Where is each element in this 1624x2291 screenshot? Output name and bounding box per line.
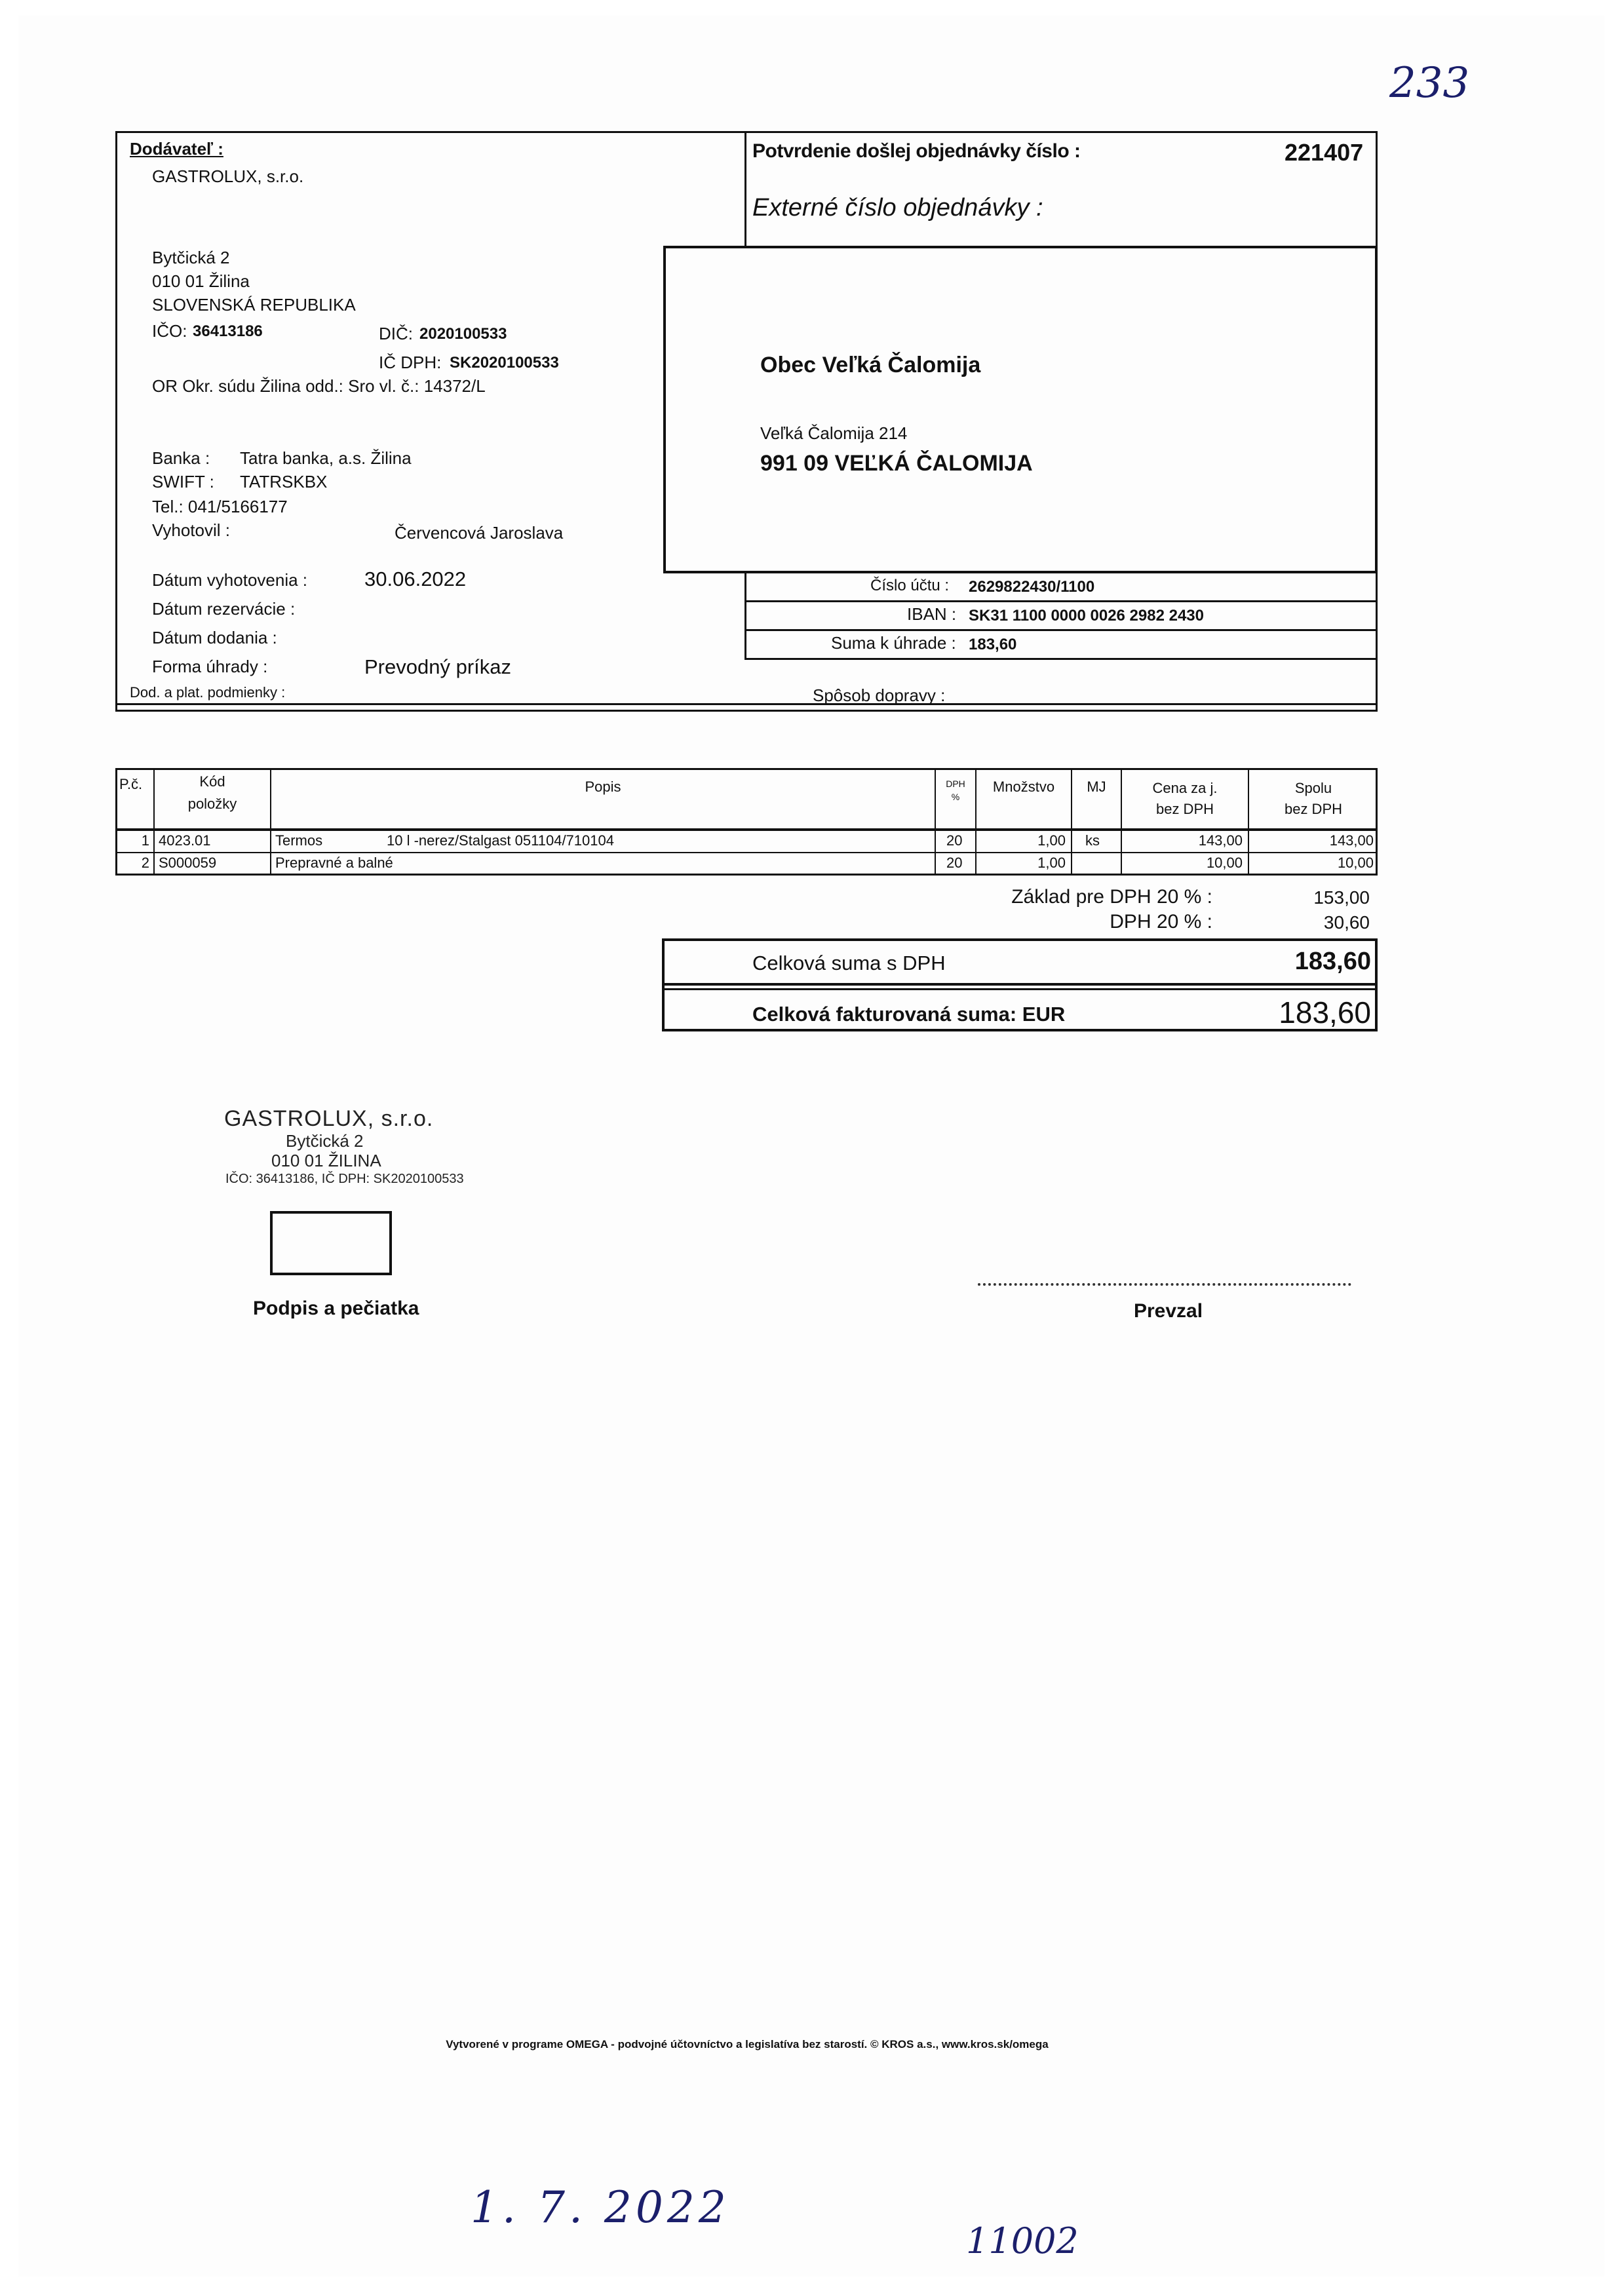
- supplier-swift: TATRSKBX: [240, 472, 328, 491]
- row-2-pc: 2: [141, 855, 149, 871]
- supplier-ico-label: IČO:: [152, 321, 187, 341]
- supplier-tel: Tel.: 041/5166177: [152, 497, 288, 516]
- totals-line-2: [662, 988, 1378, 990]
- received-label: Prevzal: [1134, 1300, 1203, 1322]
- invoiced-total: 183,60: [1279, 995, 1371, 1030]
- supplier-icdph-label: IČ DPH:: [379, 353, 442, 372]
- supplier-ico: 36413186: [193, 322, 263, 340]
- row-2-price: 10,00: [1206, 855, 1243, 871]
- payment-line-1: [744, 600, 1378, 602]
- signature-box: [270, 1211, 392, 1275]
- table-row-line: [115, 852, 1378, 853]
- supplier-dic-label: DIČ:: [379, 324, 413, 343]
- date-created-label: Dátum vyhotovenia :: [152, 570, 308, 590]
- transport-label: Spôsob dopravy :: [813, 685, 946, 705]
- row-1-vat: 20: [946, 832, 963, 849]
- row-2-qty: 1,00: [1037, 855, 1066, 871]
- customer-name: Obec Veľká Čalomija: [760, 353, 981, 377]
- order-number: 221407: [1285, 139, 1364, 166]
- payment-line-3: [744, 658, 1378, 660]
- supplier-label: Dodávateľ :: [130, 139, 223, 159]
- supplier-dic: 2020100533: [419, 325, 507, 343]
- supplier-bank: Tatra banka, a.s. Žilina: [240, 448, 412, 468]
- th-code-1: Kód: [199, 773, 225, 790]
- payment-method: Prevodný príkaz: [364, 655, 511, 678]
- date-delivery-label: Dátum dodania :: [152, 628, 277, 647]
- row-2-vat: 20: [946, 855, 963, 871]
- signature-label: Podpis a pečiatka: [253, 1298, 419, 1319]
- payment-method-label: Forma úhrady :: [152, 657, 268, 676]
- stamp-street: Bytčická 2: [286, 1131, 364, 1151]
- handwritten-page-number: 233: [1389, 59, 1470, 107]
- payment-divider: [744, 573, 746, 659]
- th-price-2: bez DPH: [1155, 801, 1214, 817]
- totals-line-1: [662, 983, 1378, 986]
- row-2-desc: Prepravné a balné: [275, 855, 393, 871]
- customer-street: Veľká Čalomija 214: [760, 423, 908, 443]
- row-1-desc: Termos: [275, 832, 323, 849]
- vat-base-label: Základ pre DPH 20 % :: [1011, 886, 1212, 908]
- vat-amount-label: DPH 20 % :: [1110, 911, 1212, 933]
- due-label: Suma k úhrade :: [831, 633, 956, 653]
- th-price-1: Cena za j.: [1152, 780, 1218, 796]
- row-1-qty: 1,00: [1037, 832, 1066, 849]
- handwritten-number: 11002: [966, 2220, 1079, 2262]
- vat-amount: 30,60: [1323, 912, 1370, 933]
- th-vat-2: %: [951, 792, 960, 802]
- received-dotted-line: [978, 1283, 1351, 1286]
- total-vat: 183,60: [1294, 948, 1371, 975]
- date-created: 30.06.2022: [364, 568, 467, 590]
- terms-label: Dod. a plat. podmienky :: [130, 684, 286, 701]
- th-vat-1: DPH: [946, 779, 965, 789]
- stamp-ids: IČO: 36413186, IČ DPH: SK2020100533: [225, 1172, 464, 1186]
- payment-line-2: [744, 629, 1378, 631]
- customer-box: [663, 246, 1378, 573]
- th-total-1: Spolu: [1294, 780, 1332, 796]
- account-label: Číslo účtu :: [870, 577, 950, 594]
- date-reservation-label: Dátum rezervácie :: [152, 599, 296, 619]
- total-vat-label: Celková suma s DPH: [752, 952, 946, 974]
- row-1-price: 143,00: [1198, 832, 1243, 849]
- th-desc: Popis: [585, 779, 621, 795]
- external-order-label: Externé číslo objednávky :: [752, 194, 1043, 221]
- vat-base: 153,00: [1313, 887, 1370, 908]
- header-bottom-line: [115, 703, 1378, 705]
- th-code-2: položky: [187, 796, 237, 812]
- due-amount: 183,60: [969, 636, 1017, 653]
- footer-note: Vytvorené v programe OMEGA - podvojné účtovníctvo a legislatíva bez starostí. © KROS a.s., www.kros.sk/omega: [446, 2038, 1049, 2050]
- stamp-name: GASTROLUX, s.r.o.: [224, 1106, 434, 1131]
- supplier-prepared-label: Vyhotovil :: [152, 520, 230, 540]
- supplier-bank-label: Banka :: [152, 448, 210, 468]
- iban-value: SK31 1100 0000 0026 2982 2430: [969, 607, 1205, 625]
- order-number-label: Potvrdenie došlej objednávky číslo :: [752, 140, 1081, 162]
- header-divider: [744, 131, 746, 246]
- row-1-desc-detail: 10 l -nerez/Stalgast 051104/710104: [387, 832, 614, 849]
- supplier-swift-label: SWIFT :: [152, 472, 214, 491]
- row-1-pc: 1: [141, 832, 149, 849]
- supplier-name: GASTROLUX, s.r.o.: [152, 166, 304, 186]
- supplier-register: OR Okr. súdu Žilina odd.: Sro vl. č.: 14372/L: [152, 376, 486, 396]
- customer-city: 991 09 VEĽKÁ ČALOMIJA: [760, 451, 1033, 476]
- row-1-total: 143,00: [1329, 832, 1374, 849]
- account-number: 2629822430/1100: [969, 578, 1095, 596]
- supplier-icdph: SK2020100533: [450, 354, 559, 372]
- stamp-city: 010 01 ŽILINA: [271, 1151, 381, 1170]
- th-unit: MJ: [1087, 779, 1106, 795]
- row-2-code: S000059: [159, 855, 217, 871]
- row-1-code: 4023.01: [159, 832, 211, 849]
- th-total-2: bez DPH: [1284, 801, 1343, 817]
- handwritten-date: 1. 7. 2022: [471, 2182, 730, 2233]
- supplier-city: 010 01 Žilina: [152, 271, 250, 291]
- row-2-total: 10,00: [1337, 855, 1374, 871]
- th-pc: P.č.: [119, 776, 143, 792]
- supplier-country: SLOVENSKÁ REPUBLIKA: [152, 295, 356, 315]
- supplier-prepared: Červencová Jaroslava: [395, 523, 564, 543]
- row-1-unit: ks: [1085, 832, 1100, 849]
- table-header-line: [115, 828, 1378, 831]
- iban-label: IBAN :: [907, 604, 957, 624]
- th-qty: Množstvo: [992, 779, 1055, 795]
- supplier-street: Bytčická 2: [152, 248, 230, 267]
- invoiced-label: Celková fakturovaná suma: EUR: [752, 1003, 1066, 1026]
